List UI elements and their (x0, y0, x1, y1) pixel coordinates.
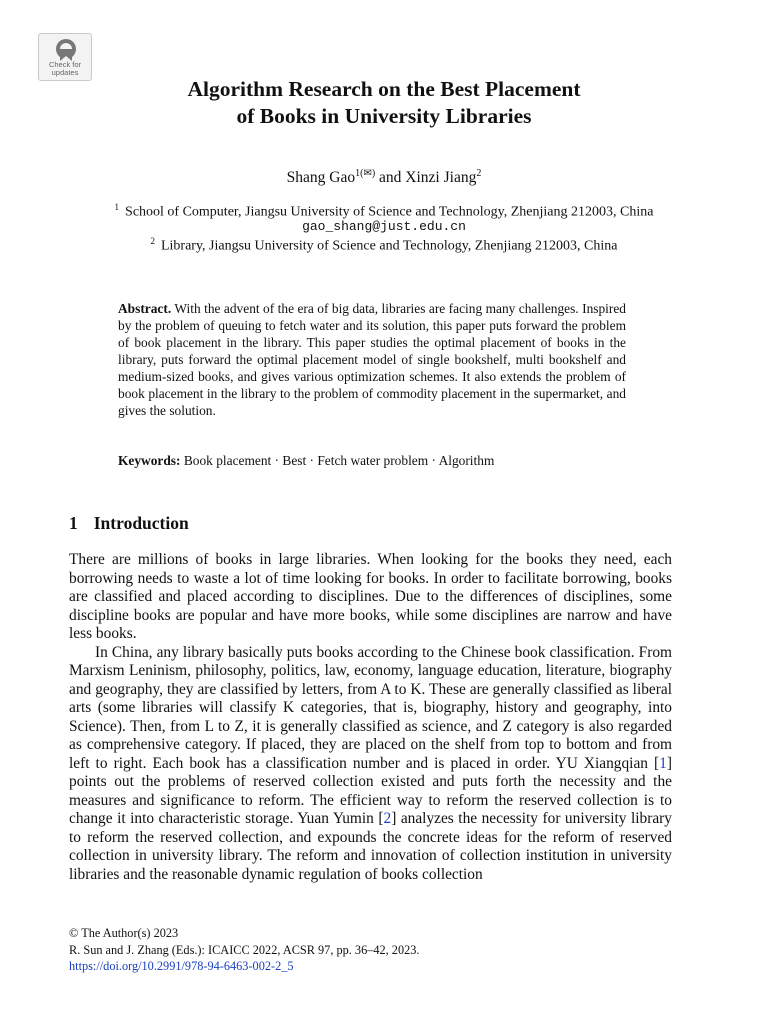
paragraph-1: There are millions of books in large libraries. When looking for the books they need, each borrowing needs to waste a lot of time looking for books. In order to facilitate borrowing, books are classified and placed according to disciplines. Due to the differences of disciplines, some discipline books are popular and have more books, while some disciplines are narrow and have less books. (69, 551, 672, 642)
copyright-line: © The Author(s) 2023 (69, 926, 179, 940)
keywords (118, 452, 638, 469)
author1-name: Shang Gao (286, 169, 356, 187)
section-number: 1 (69, 513, 78, 533)
affiliation-1-text: School of Computer, Jiangsu University of Science and Technology, Zhenjiang 212003, China (125, 204, 654, 220)
check-for-updates-badge[interactable] (38, 33, 92, 81)
abstract-label: Abstract. (118, 301, 172, 316)
paragraph-2-part2: ] points out the problems of reserved collection existed and puts forth the necessity and the measures and significance to reform. The efficient way to reform the reserved collection is to change it into characteristic storage. Yuan Yumin [ (69, 754, 672, 827)
paragraph-2-part3: ] analyzes the necessity for university library to reform the reserved collection, and expounds the concrete ideas for the reform of reserved collection in university library. The reform and innovation of collection institution in university libraries and the reasonable dynamic regulation of books collection (69, 810, 673, 883)
section-title: Introduction (93, 513, 189, 533)
doi-link[interactable]: https://doi.org/10.2991/978-94-6463-002-2_5 (69, 959, 294, 973)
affiliation-2-text: Library, Jiangsu University of Science and Technology, Zhenjiang 212003, China (160, 238, 618, 254)
author-list (0, 168, 768, 187)
affiliation-2-number: 2 (150, 236, 155, 246)
paragraph-2 (69, 644, 672, 885)
body-text (69, 551, 672, 884)
keywords-label: Keywords: (118, 453, 181, 468)
affiliation-2 (60, 236, 708, 255)
author-email[interactable]: gao_shang@just.edu.cn (302, 219, 466, 234)
abstract (118, 300, 626, 419)
citation-line: R. Sun and J. Zhang (Eds.): ICAICC 2022, ACSR 97, pp. 36–42, 2023. (69, 942, 420, 957)
abstract-text: With the advent of the era of big data, libraries are facing many challenges. Inspired by the problem of queuing to fetch water and its solution, this paper puts forward the problem of book placement in the library. This paper studies the optimal placement of books in the library, puts forward the optimal placement model of single bookshelf, multi bookshelf and medium-sized books, and gives various optimization schemes. It also extends the problem of book placement in the library to the problem of commodity placement in the supermarket, and gives the solution. (118, 301, 626, 418)
author-connector: and (379, 169, 402, 187)
affiliation-1-number: 1 (114, 202, 120, 212)
author2-name: Xinzi Jiang (405, 169, 477, 187)
bookmark-ribbon-icon (53, 38, 79, 62)
badge-line2: updates (51, 68, 79, 77)
paragraph-2-part1: In China, any library basically puts books according to the Chinese book classification. From Marxism Leninism, philosophy, politics, law, economy, language education, literature, biography and geography, they are classified by letters, from A to K. These are generally classified as liberal arts (some libraries will classify K categories, that is, biography, history and geography, into Science). Then, from L to Z, it is generally classified as science, and Z category is also regarded as comprehensive category. If placed, they are placed on the shelf from top to bottom and from left to right. Each book has a classification number and is placed in order. YU Xiangqian [ (69, 643, 672, 772)
citation-ref-2[interactable]: 2 (383, 810, 392, 827)
title-line2: of Books in University Libraries (236, 104, 532, 128)
citation-ref-1[interactable]: 1 (659, 754, 667, 772)
title-line1: Algorithm Research on the Best Placement (187, 77, 581, 101)
author1-marker: 1(✉) (355, 168, 376, 179)
badge-line1: Check for (48, 60, 82, 69)
paper-title (60, 76, 708, 130)
section-heading (69, 513, 189, 534)
keywords-text: Book placement · Best · Fetch water problem · Algorithm (183, 453, 495, 468)
badge-label (39, 61, 91, 77)
footer (69, 925, 419, 975)
author2-marker: 2 (476, 168, 482, 179)
affiliation-1 (60, 202, 708, 221)
